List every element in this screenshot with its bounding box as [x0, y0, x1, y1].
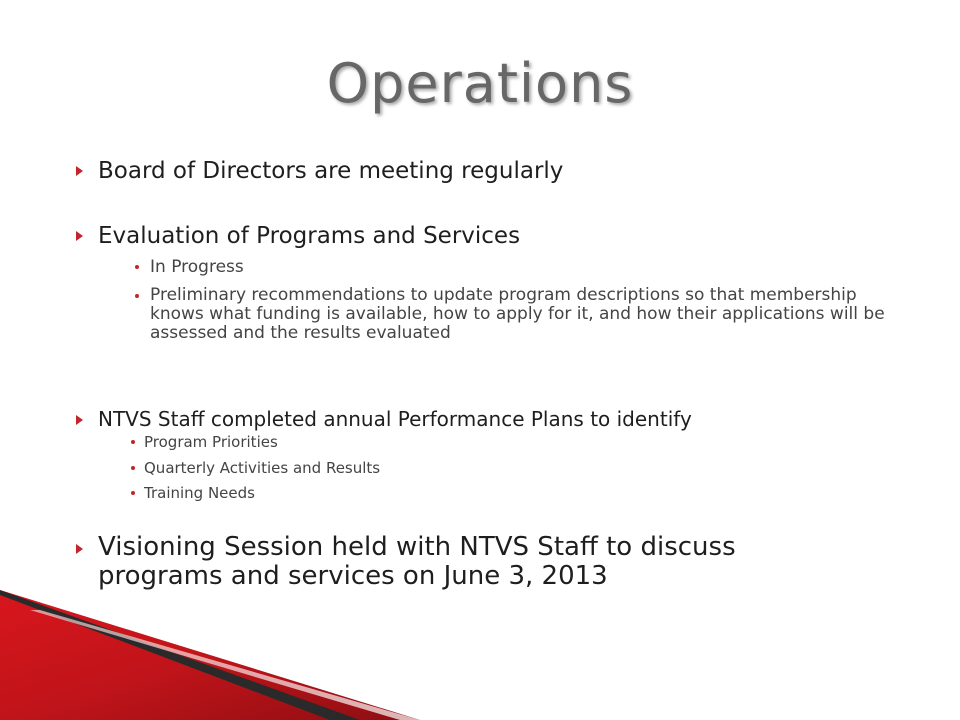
- sub-bullet-text: In Progress: [150, 257, 244, 277]
- sub-bullet-text: Program Priorities: [144, 433, 278, 451]
- bullet-item: [98, 533, 858, 591]
- bullet-text: Visioning Session held with NTVS Staff to discuss programs and services on June 3, 2013: [98, 532, 736, 591]
- bullet-text: NTVS Staff completed annual Performance Plans to identify: [98, 407, 692, 431]
- arrow-bullet-icon: [76, 166, 83, 176]
- dot-bullet-icon: [131, 466, 135, 470]
- bullet-item: [98, 406, 918, 432]
- sub-bullet-item: [144, 430, 904, 454]
- sub-bullet-item: [150, 286, 910, 343]
- dot-bullet-icon: [131, 491, 135, 495]
- arrow-bullet-icon: [76, 231, 83, 241]
- slide-title: Operations: [326, 52, 634, 115]
- sub-bullet-item: [150, 256, 910, 278]
- sub-bullet-text: Training Needs: [144, 484, 255, 502]
- decorative-swoosh: [0, 590, 420, 720]
- bullet-text: Evaluation of Programs and Services: [98, 223, 521, 249]
- bullet-item: [98, 156, 918, 186]
- sub-bullet-text: Preliminary recommendations to update program descriptions so that membership knows what funding is available, how to apply for it, and how their applications will be assessed and the results evaluated: [150, 285, 885, 343]
- dot-bullet-icon: [135, 265, 139, 269]
- sub-bullet-item: [144, 456, 904, 480]
- dot-bullet-icon: [131, 440, 135, 444]
- arrow-bullet-icon: [76, 544, 83, 554]
- sub-bullet-text: Quarterly Activities and Results: [144, 459, 381, 477]
- red-wedge: [0, 590, 420, 720]
- bullet-item: [98, 221, 918, 251]
- bullet-text: Board of Directors are meeting regularly: [98, 158, 564, 184]
- dot-bullet-icon: [135, 294, 139, 298]
- sub-bullet-item: [144, 481, 904, 505]
- arrow-bullet-icon: [76, 415, 83, 425]
